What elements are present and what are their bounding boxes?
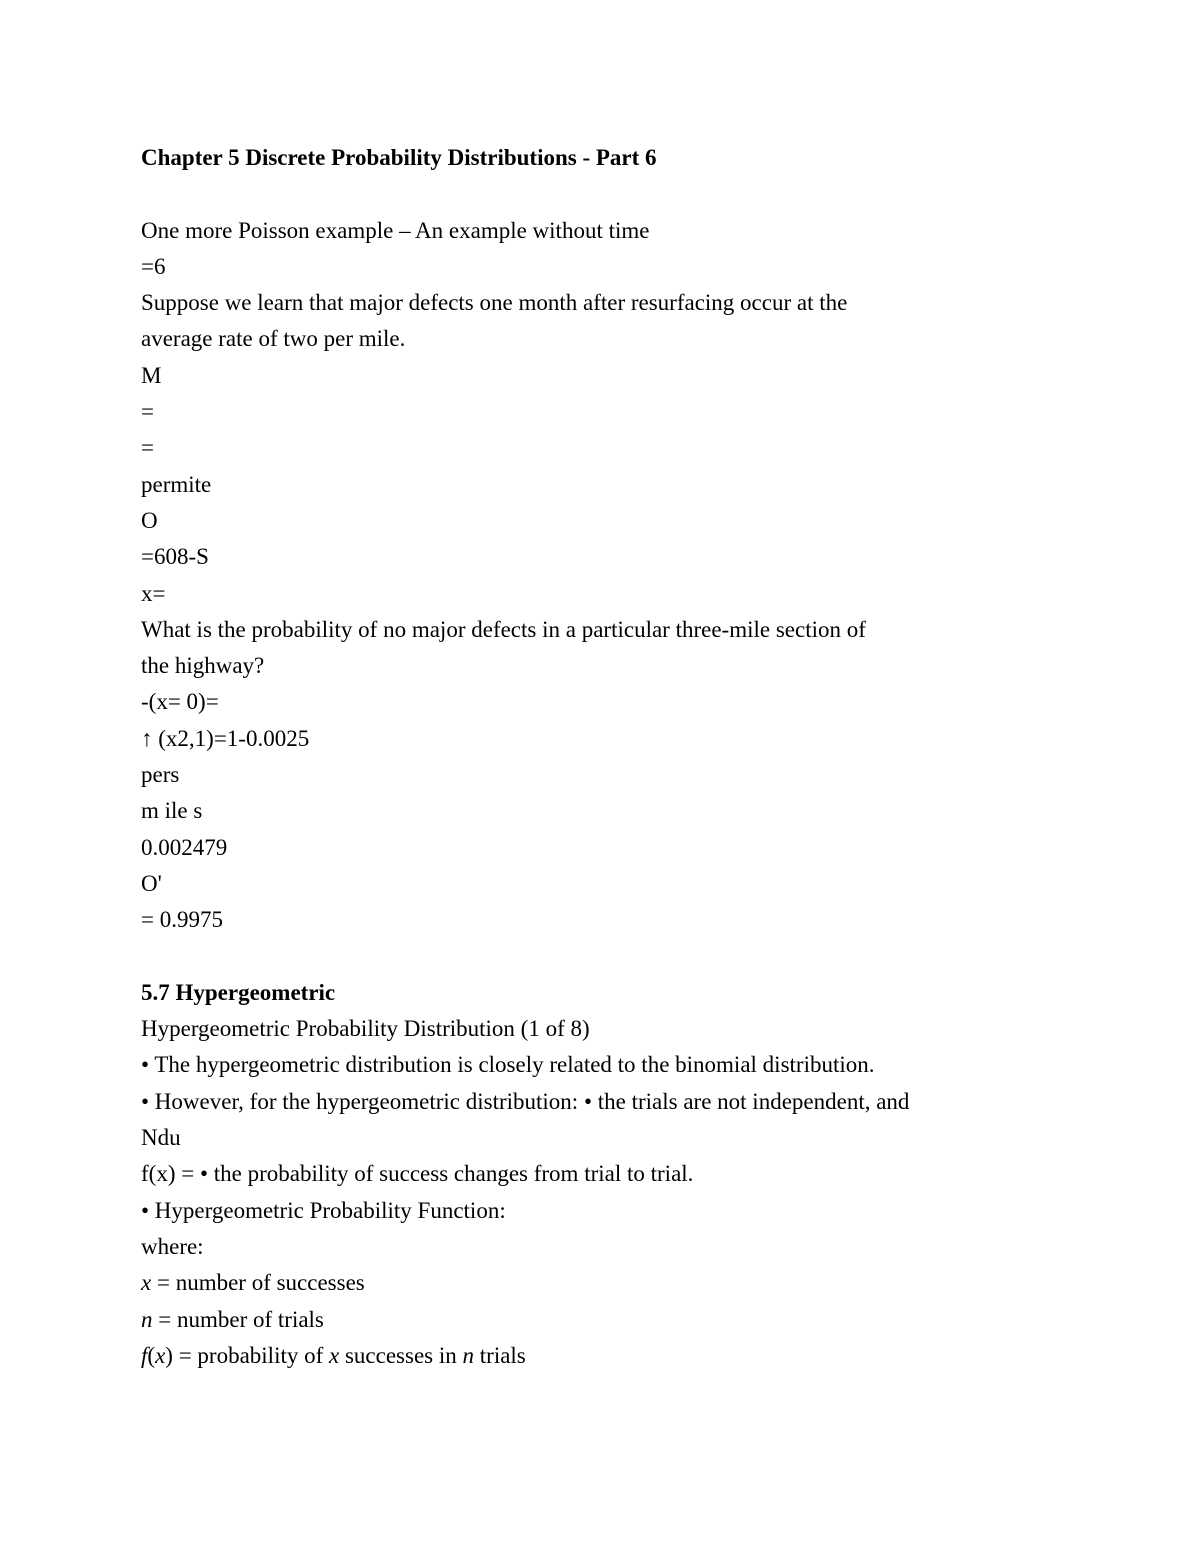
text-fragment: x= [141,580,166,606]
definition-text: = number of trials [152,1306,324,1332]
text-fragment: O' [141,870,162,896]
variable-symbol: n [462,1342,475,1368]
text-fragment: M [141,362,162,388]
function-symbol: f [141,1342,148,1368]
text-fragment: m ile s [141,798,203,824]
text-fragment: =608-S [141,544,209,570]
text-fragment: pers [141,762,180,788]
bullet-line: f(x) = • the probability of success changes from trial to trial. [141,1161,694,1187]
spacer [141,939,1141,975]
paren-open: ( [147,1342,156,1368]
variable-symbol: x [329,1342,340,1368]
variable-symbol: n [141,1306,153,1332]
text-fragment: O [141,507,158,533]
bullet-line: • Hypergeometric Probability Function: [141,1197,506,1223]
text-fragment: = [141,399,154,425]
variable-symbol: x [141,1270,152,1296]
definition-text: successes in [339,1342,463,1368]
definition-n [141,1302,1141,1338]
text-fragment: ↑ (x2,1)=1-0.0025 [141,725,310,751]
question-line: the highway? [141,653,265,679]
bullet-line: • However, for the hypergeometric distribution: • the trials are not independent, and [141,1088,910,1114]
text-fragment: Ndu [141,1125,181,1151]
text-fragment: -(x= 0)= [141,689,219,715]
document-body [141,140,1141,1374]
paren-close: ) [165,1342,173,1368]
definition-text: = number of successes [151,1270,365,1296]
page-title: Chapter 5 Discrete Probability Distributions - Part 6 [141,145,657,170]
definition-text: trials [474,1342,526,1368]
bullet-line: • The hypergeometric distribution is closely related to the binomial distribution. [141,1052,875,1078]
section-heading: 5.7 Hypergeometric [141,979,336,1005]
paragraph-line: average rate of two per mile. [141,326,406,352]
definition-x [141,1265,1141,1301]
where-label: where: [141,1233,204,1259]
text-fragment: = [141,435,154,461]
poisson-heading: One more Poisson example – An example without time [141,217,650,243]
paragraph-line: Suppose we learn that major defects one month after resurfacing occur at the [141,290,848,316]
text-fragment: 0.002479 [141,834,228,860]
spacer [141,176,1141,212]
text-fragment: permite [141,471,212,497]
definition-text: = probability of [172,1342,330,1368]
function-arg: x [155,1342,166,1368]
section-subheading: Hypergeometric Probability Distribution (1 of 8) [141,1016,590,1042]
definition-fx [141,1338,1141,1374]
text-fragment: =6 [141,253,166,279]
question-line: What is the probability of no major defects in a particular three-mile section of [141,616,866,642]
result-line: = 0.9975 [141,907,223,933]
